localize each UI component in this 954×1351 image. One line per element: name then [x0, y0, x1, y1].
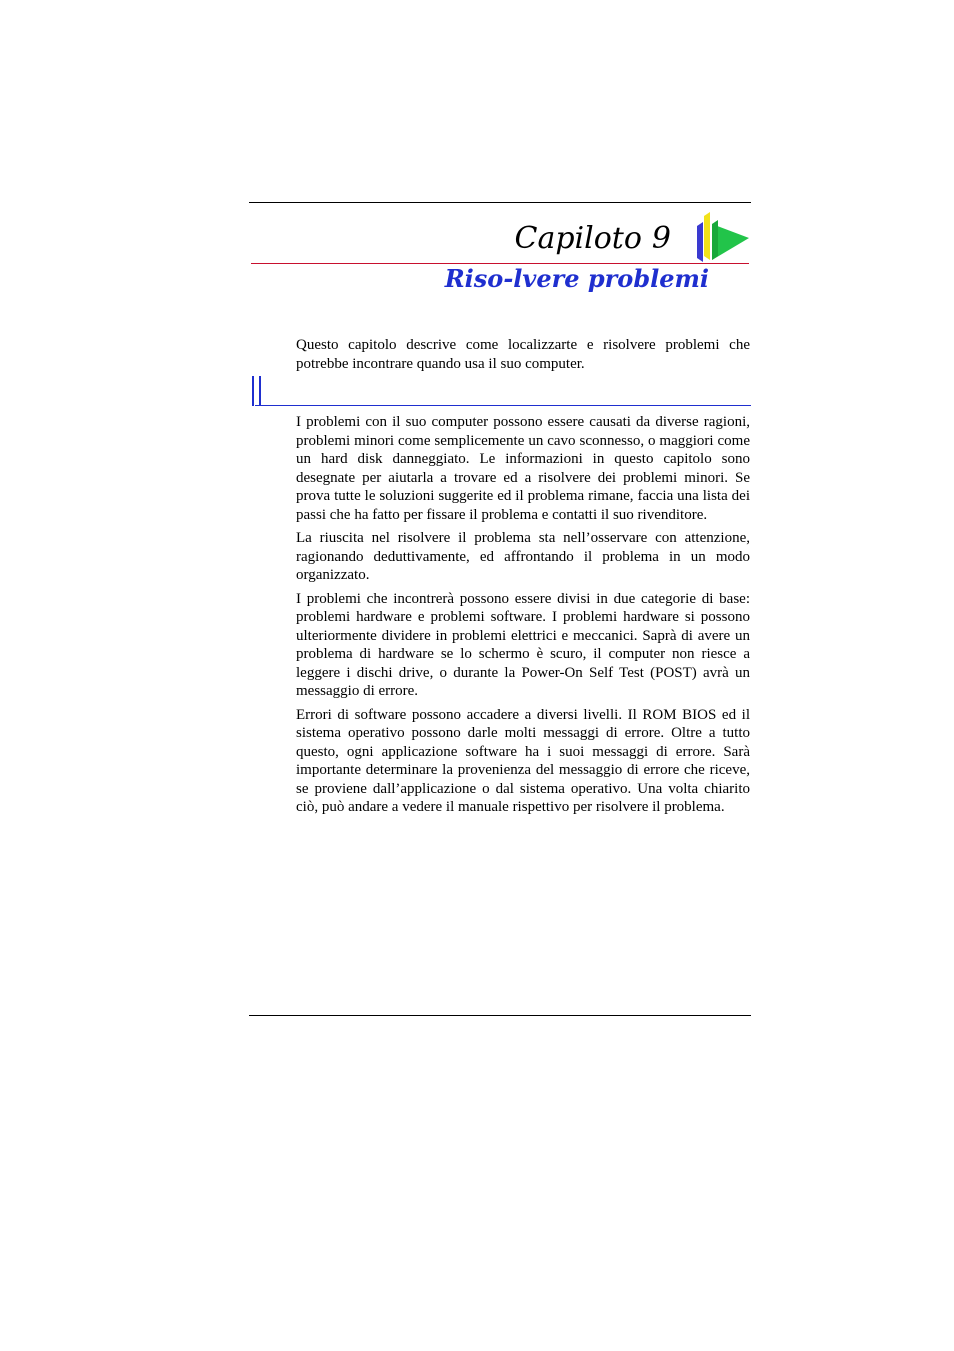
bottom-rule	[249, 1015, 751, 1016]
paragraph: La riuscita nel risolvere il problema sta nell’osservare con attenzione, ragionando deduttivamente, ed affrontando il problema in un modo organizzato.	[296, 530, 750, 583]
chapter-title: Riso-lvere problemi	[444, 264, 709, 293]
paragraph: I problemi che incontrerà possono essere divisi in due categorie di base: problemi hardware e problemi software. I problemi hardware si possono ulteriormente dividere in problemi elettrici e meccanici. Saprà di avere un problema di hardware se lo schermo è scuro, il computer non riesce a leggere i dischi drive, o durante la Power-On Self Test (POST) avrà un messaggio di errore.	[296, 590, 750, 699]
paragraph: I problemi con il suo computer possono essere causati da diverse ragioni, problemi minori come semplicemente un cavo sconnesso, o maggiori come un hard disk danneggiato. Le informazioni in questo capitolo sono desegnate per aiutarla a trovare ed a risolvere dei problemi minori. Se prova tutte le soluzioni suggerite ed il problema rimane, faccia una lista dei passi che ha fatto per fissare il problema e contatti il suo rivenditore.	[296, 414, 750, 523]
chapter-intro: Questo capitolo descrive come localizzarte e risolvere problemi che potrebbe incontrare quando usa il suo computer.	[296, 337, 750, 372]
chapter-word: Capiloto	[514, 221, 642, 256]
chapter-flag-logo-icon	[694, 210, 750, 264]
paragraph: Errori di software possono accadere a diversi livelli. Il ROM BIOS ed il sistema operativo possono darle molti messaggi di errore. Oltre a tutto questo, ogni applicazione software ha i suoi messaggi di errore. Sarà importante determinare la provenienza del messaggio di errore che riceve, se proviene dall’applicazione o dal sistema operativo. Una volta chiarito ciò, può andare a vedere il manuale rispettivo per risolvere il problema.	[296, 706, 750, 815]
chapter-number: 9	[651, 221, 671, 256]
top-rule	[249, 202, 751, 203]
section-rule	[255, 405, 751, 406]
chapter-label	[514, 219, 671, 259]
chapter-body	[296, 413, 750, 822]
section-marker	[252, 376, 261, 406]
